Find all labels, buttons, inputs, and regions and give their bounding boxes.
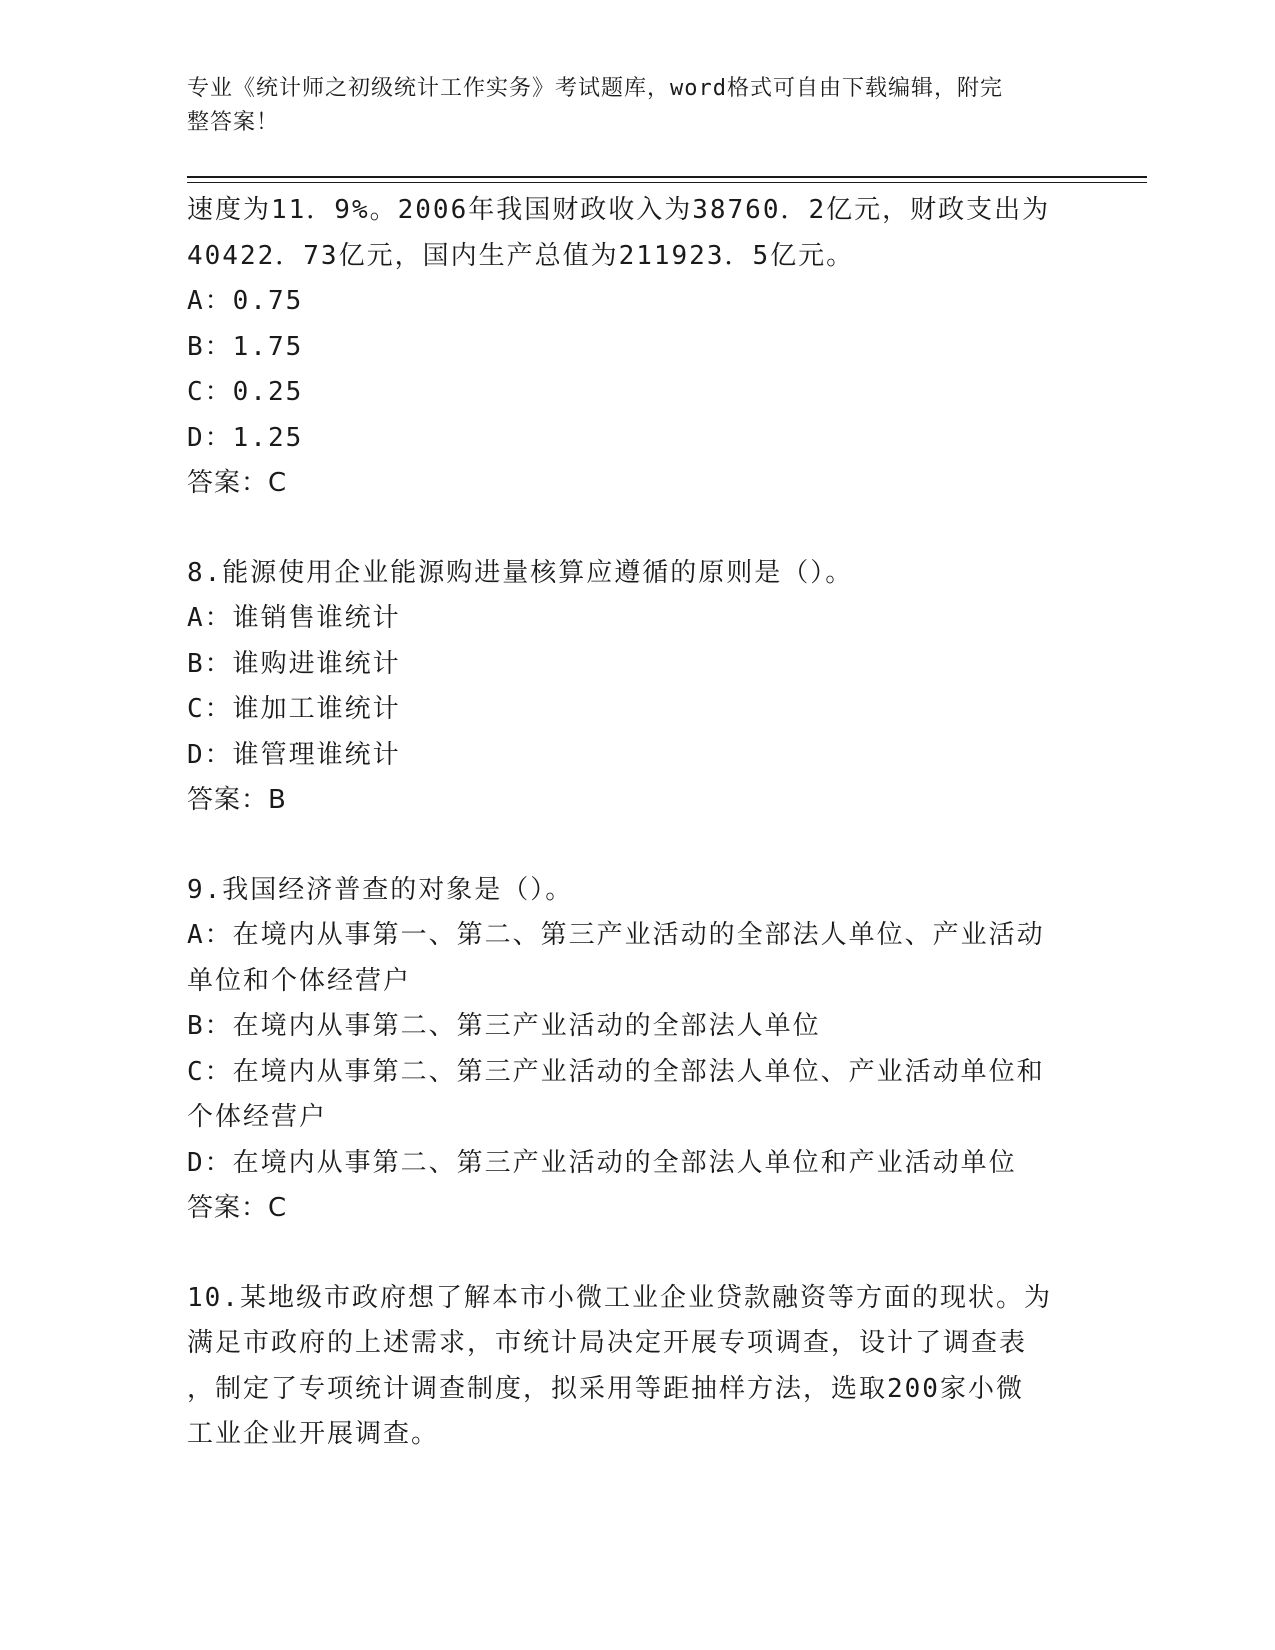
spacer <box>187 824 1067 868</box>
question-9-option-c-line-2: 个体经营户 <box>187 1102 328 1132</box>
question-9-answer: 答案：C <box>187 1193 288 1223</box>
question-content <box>187 188 1067 1458</box>
question-8-option-a: A：谁销售谁统计 <box>187 603 401 633</box>
question-10-stem-line-1: 10.某地级市政府想了解本市小微工业企业贷款融资等方面的现状。为 <box>187 1282 1052 1313</box>
question-10-stem-line-4: 工业企业开展调查。 <box>187 1419 440 1449</box>
question-10-stem-line-2: 满足市政府的上述需求，市统计局决定开展专项调查，设计了调查表 <box>187 1328 1028 1358</box>
question-8-option-b: B：谁购进谁统计 <box>187 648 401 679</box>
question-10-stem-line-3: ，制定了专项统计调查制度，拟采用等距抽样方法，选取200家小微 <box>187 1373 1024 1404</box>
question-8-stem: 8.能源使用企业能源购进量核算应遵循的原则是（）。 <box>187 557 854 588</box>
question-8-answer: 答案：B <box>187 785 287 815</box>
header-rule-thin <box>187 182 1147 183</box>
question-9-stem: 9.我国经济普查的对象是（）。 <box>187 874 574 905</box>
spacer <box>187 507 1067 551</box>
question-9-option-c-line-1: C：在境内从事第二、第三产业活动的全部法人单位、产业活动单位和 <box>187 1056 1045 1087</box>
question-7-stem-line-2: 40422．73亿元，国内生产总值为211923．5亿元。 <box>187 240 855 271</box>
question-7-option-c: C：0.25 <box>187 377 304 407</box>
question-7-answer: 答案：C <box>187 468 288 498</box>
header-line-1: 专业《统计师之初级统计工作实务》考试题库，word格式可自由下载编辑，附完 <box>187 76 1003 101</box>
question-7 <box>187 188 1067 507</box>
question-7-stem-line-1: 速度为11．9%。2006年我国财政收入为38760．2亿元，财政支出为 <box>187 195 1051 225</box>
question-10 <box>187 1276 1067 1458</box>
spacer <box>187 1232 1067 1276</box>
question-8-option-d: D：谁管理谁统计 <box>187 739 401 770</box>
page-header <box>187 72 1067 140</box>
question-9-option-a-line-1: A：在境内从事第一、第二、第三产业活动的全部法人单位、产业活动 <box>187 920 1045 950</box>
question-7-option-d: D：1.25 <box>187 422 304 453</box>
question-9-option-b: B：在境内从事第二、第三产业活动的全部法人单位 <box>187 1011 821 1041</box>
document-page <box>187 0 1147 1650</box>
question-9-option-a-line-2: 单位和个体经营户 <box>187 965 412 996</box>
question-9 <box>187 868 1067 1232</box>
question-8-option-c: C：谁加工谁统计 <box>187 694 401 724</box>
question-9-option-d: D：在境内从事第二、第三产业活动的全部法人单位和产业活动单位 <box>187 1147 1017 1178</box>
header-line-2: 整答案！ <box>187 110 280 135</box>
header-rule-thick <box>187 176 1147 178</box>
question-7-option-a: A：0.75 <box>187 286 304 316</box>
question-8 <box>187 551 1067 824</box>
question-7-option-b: B：1.75 <box>187 331 304 362</box>
